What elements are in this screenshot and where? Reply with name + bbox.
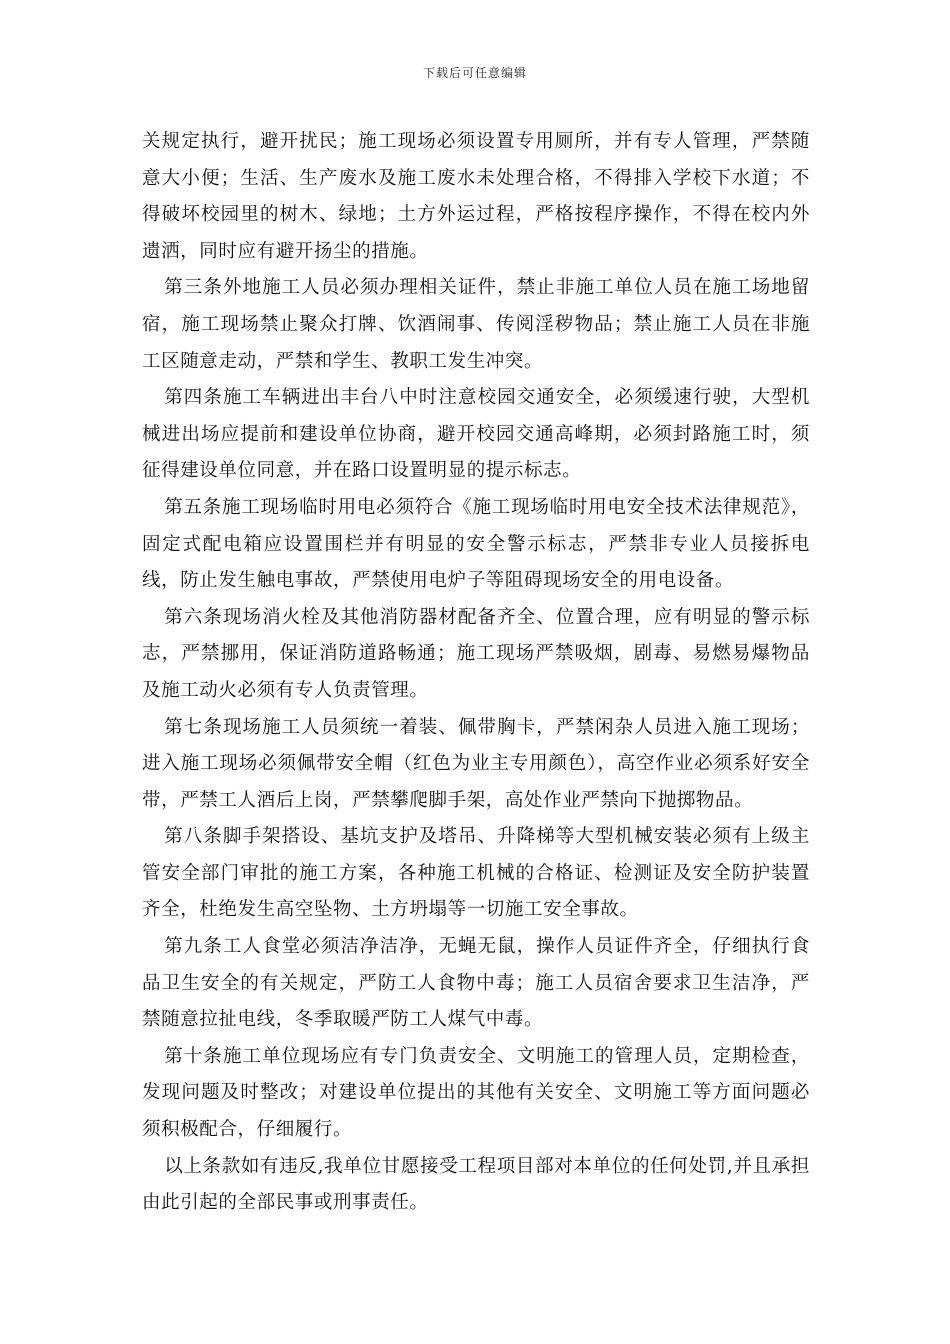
paragraph-article-3: 第三条外地施工人员必须办理相关证件，禁止非施工单位人员在施工场地留宿，施工现场禁止聚众打牌、饮酒闹事、传阅淫秽物品；禁止施工人员在非施工区随意走动，严禁和学生、教职工发生冲突。: [142, 277, 810, 372]
paragraph-article-7: 第七条现场施工人员须统一着装、佩带胸卡，严禁闲杂人员进入施工现场；进入施工现场必须佩带安全帽（红色为业主专用颜色），高空作业必须系好安全带，严禁工人酒后上岗，严禁攀爬脚手架，高处作业严禁向下抛掷物品。: [142, 716, 810, 811]
paragraph-article-5: 第五条施工现场临时用电必须符合《施工现场临时用电安全技术法律规范》，固定式配电箱应设置围栏并有明显的安全警示标志，严禁非专业人员接拆电线，防止发生触电事故，严禁使用电炉子等阻碍现场安全的用电设备。: [142, 496, 810, 592]
page-header: 下载后可任意编辑: [422, 66, 527, 80]
document-body: [142, 124, 810, 1222]
paragraph-closing: 以上条款如有违反,我单位甘愿接受工程项目部对本单位的任何处罚,并且承担由此引起的全部民事或刑事责任。: [142, 1155, 810, 1214]
paragraph-article-10: 第十条施工单位现场应有专门负责安全、文明施工的管理人员，定期检查，发现问题及时整改；对建设单位提出的其他有关安全、文明施工等方面问题必须积极配合，仔细履行。: [142, 1045, 810, 1141]
paragraph-article-4: 第四条施工车辆进出丰台八中时注意校园交通安全，必须缓速行驶，大型机械进出场应提前和建设单位协商，避开校园交通高峰期，必须封路施工时，须征得建设单位同意，并在路口设置明显的提示标志。: [142, 387, 810, 482]
paragraph-article-9: 第九条工人食堂必须洁净洁净，无蝇无鼠，操作人员证件齐全，仔细执行食品卫生安全的有关规定，严防工人食物中毒；施工人员宿舍要求卫生洁净，严禁随意拉扯电线，冬季取暖严防工人煤气中毒。: [142, 936, 810, 1031]
paragraph-article-8: 第八条脚手架搭设、基坑支护及塔吊、升降梯等大型机械安装必须有上级主管安全部门审批的施工方案，各种施工机械的合格证、检测证及安全防护装置齐全，杜绝发生高空坠物、土方坍塌等一切施工安全事故。: [142, 826, 810, 921]
paragraph-article-6: 第六条现场消火栓及其他消防器材配备齐全、位置合理，应有明显的警示标志，严禁挪用，保证消防道路畅通；施工现场严禁吸烟，剧毒、易燃易爆物品及施工动火必须有专人负责管理。: [142, 606, 810, 701]
paragraph-continued: 关规定执行，避开扰民；施工现场必须设置专用厕所，并有专人管理，严禁随意大小便；生活、生产废水及施工废水未处理合格，不得排入学校下水道；不得破坏校园里的树木、绿地；土方外运过程，严格按程序操作，不得在校内外遗洒，同时应有避开扬尘的措施。: [142, 131, 810, 262]
